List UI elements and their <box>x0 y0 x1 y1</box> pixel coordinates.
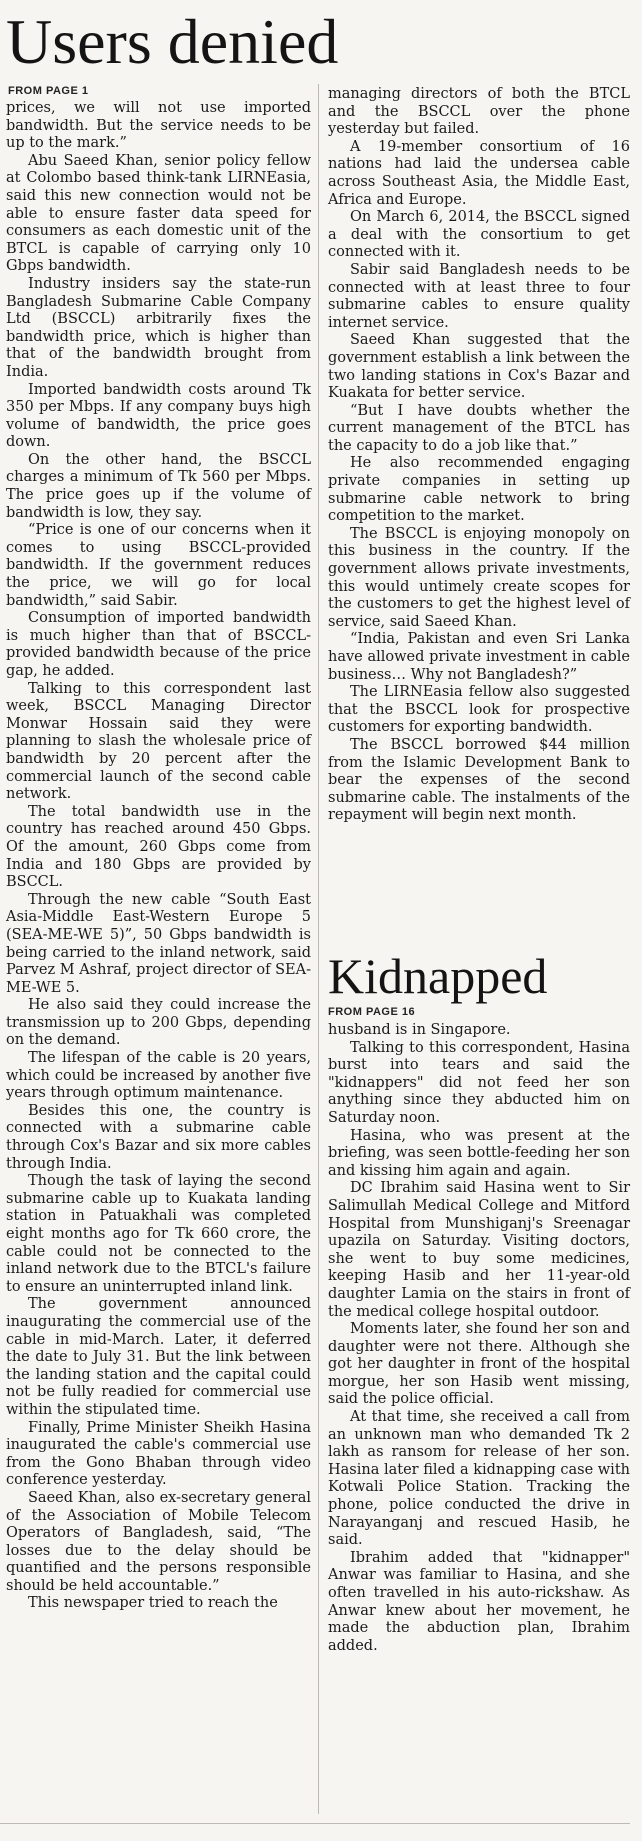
article-paragraph: The government announced inaugurating the commercial use of the cable in mid-March. Later, it deferred the date to July 31. But the link between the landing station and the capital could not be fully readied for commercial use within the stipulated time. <box>6 1296 311 1418</box>
article-paragraph: prices, we will not use imported bandwidth. But the service needs to be up to the mark.” <box>6 100 311 152</box>
article-paragraph: Through the new cable “South East Asia-Middle East-Western Europe 5 (SEA-ME-WE 5)”, 50 Gbps bandwidth is being carried to the inland network, said Parvez M Ashraf, project director of SEA-ME-WE 5. <box>6 891 311 996</box>
article-paragraph: Industry insiders say the state-run Bangladesh Submarine Cable Company Ltd (BSCCL) arbitrarily fixes the bandwidth price, which is higher than that of the bandwidth brought from India. <box>6 275 311 380</box>
article-paragraph: The BSCCL is enjoying monopoly on this business in the country. If the government allows private investments, this would untimely create scopes for the customers to get the highest level of service, said Saeed Khan. <box>328 525 630 630</box>
article-paragraph: Sabir said Bangladesh needs to be connected with at least three to four submarine cables to ensure quality internet service. <box>328 261 630 331</box>
article-paragraph: Talking to this correspondent last week, BSCCL Managing Director Monwar Hossain said they were planning to slash the wholesale price of bandwidth by 20 percent after the commercial launch of the second cable network. <box>6 680 311 803</box>
article-paragraph: The lifespan of the cable is 20 years, which could be increased by another five years through optimum maintenance. <box>6 1050 311 1102</box>
article-paragraph: The LIRNEasia fellow also suggested that the BSCCL look for prospective customers for exporting bandwidth. <box>328 684 630 736</box>
article-paragraph: Though the task of laying the second submarine cable up to Kuakata landing station in Patuakhali was completed eight months ago for Tk 660 crore, the cable could not be connected to the inland network due to the BTCL's failure to ensure an uninterrupted inland link. <box>6 1173 311 1295</box>
article-paragraph: “India, Pakistan and even Sri Lanka have allowed private investment in cable business… Why not Bangladesh?” <box>328 631 630 683</box>
article-paragraph: managing directors of both the BTCL and the BSCCL over the phone yesterday but failed. <box>328 86 630 138</box>
users-denied-jump-line: FROM PAGE 1 <box>8 85 89 97</box>
users-denied-column-2 <box>328 86 630 825</box>
kidnapped-headline: Kidnapped <box>328 948 548 1004</box>
users-denied-column-1 <box>6 100 311 1613</box>
article-paragraph: At that time, she received a call from an unknown man who demanded Tk 2 lakh as ransom for release of her son. Hasina later filed a kidnapping case with Kotwali Police Station. Tracking the phone, police conducted the drive in Narayanganj and rescued Hasib, he said. <box>328 1409 630 1549</box>
article-paragraph: A 19-member consortium of 16 nations had laid the undersea cable across Southeast Asia, the Middle East, Africa and Europe. <box>328 138 630 208</box>
article-paragraph: He also recommended engaging private companies in setting up submarine cable network to bring competition to the market. <box>328 455 630 525</box>
column-divider <box>318 84 319 1814</box>
article-paragraph: On March 6, 2014, the BSCCL signed a deal with the consortium to get connected with it. <box>328 209 630 261</box>
kidnapped-jump-line: FROM PAGE 16 <box>328 1006 416 1018</box>
article-paragraph: husband is in Singapore. <box>328 1022 511 1038</box>
article-paragraph: Saeed Khan suggested that the government establish a link between the two landing stations in Cox's Bazar and Kuakata for better service. <box>328 332 630 402</box>
article-paragraph: The BSCCL borrowed $44 million from the Islamic Development Bank to bear the expenses of the second submarine cable. The instalments of the repayment will begin next month. <box>328 736 630 824</box>
article-paragraph: Saeed Khan, also ex-secretary general of the Association of Mobile Telecom Operators of Bangladesh, said, “The losses due to the delay should be quantified and the persons responsible should be held accountable.” <box>6 1489 311 1594</box>
kidnapped-column <box>328 1022 630 1655</box>
article-paragraph: Abu Saeed Khan, senior policy fellow at Colombo based think-tank LIRNEasia, said this new connection would not be able to ensure faster data speed for consumers as each domestic unit of the BTCL is capable of carrying only 10 Gbps bandwidth. <box>6 152 311 275</box>
article-paragraph: Hasina, who was present at the briefing, was seen bottle-feeding her son and kissing him again and again. <box>328 1127 630 1179</box>
article-paragraph: On the other hand, the BSCCL charges a minimum of Tk 560 per Mbps. The price goes up if the volume of bandwidth is low, they say. <box>6 451 311 521</box>
article-paragraph: Moments later, she found her son and daughter were not there. Although she got her daughter in front of the hospital morgue, her son Hasib went missing, said the police official. <box>328 1321 630 1408</box>
article-paragraph: Besides this one, the country is connected with a submarine cable through Cox's Bazar and six more cables through India. <box>6 1102 311 1172</box>
article-paragraph: This newspaper tried to reach the <box>28 1595 278 1612</box>
article-paragraph: Finally, Prime Minister Sheikh Hasina inaugurated the cable's commercial use from the Gono Bhaban through video conference yesterday. <box>6 1419 311 1489</box>
article-paragraph: The total bandwidth use in the country has reached around 450 Gbps. Of the amount, 260 Gbps come from India and 180 Gbps are provided by BSCCL. <box>6 803 311 891</box>
article-paragraph: Talking to this correspondent, Hasina burst into tears and said the "kidnappers" did not feed her son anything since they abducted him on Saturday noon. <box>328 1039 630 1126</box>
article-paragraph: Imported bandwidth costs around Tk 350 per Mbps. If any company buys high volume of bandwidth, the price goes down. <box>6 381 311 451</box>
article-paragraph: “Price is one of our concerns when it comes to using BSCCL-provided bandwidth. If the government reduces the price, we will go for local bandwidth,” said Sabir. <box>6 522 311 609</box>
article-paragraph: DC Ibrahim said Hasina went to Sir Salimullah Medical College and Mitford Hospital from Munshiganj's Sreenagar upazila on Saturday. Visiting doctors, she went to buy some medicines, keeping Hasib and her 11-year-old daughter Lamia on the stairs in front of the medical college hospital outdoor. <box>328 1180 630 1320</box>
article-paragraph: Ibrahim added that "kidnapper" Anwar was familiar to Hasina, and she often travelled in his auto-rickshaw. As Anwar knew about her movement, he made the abduction plan, Ibrahim added. <box>328 1549 630 1654</box>
article-paragraph: He also said they could increase the transmission up to 200 Gbps, depending on the demand. <box>6 997 311 1049</box>
page-bottom-rule <box>0 1823 630 1824</box>
article-paragraph: “But I have doubts whether the current management of the BTCL has the capacity to do a job like that.” <box>328 402 630 454</box>
article-paragraph: Consumption of imported bandwidth is much higher than that of BSCCL-provided bandwidth because of the price gap, he added. <box>6 610 311 679</box>
users-denied-headline: Users denied <box>6 6 339 77</box>
